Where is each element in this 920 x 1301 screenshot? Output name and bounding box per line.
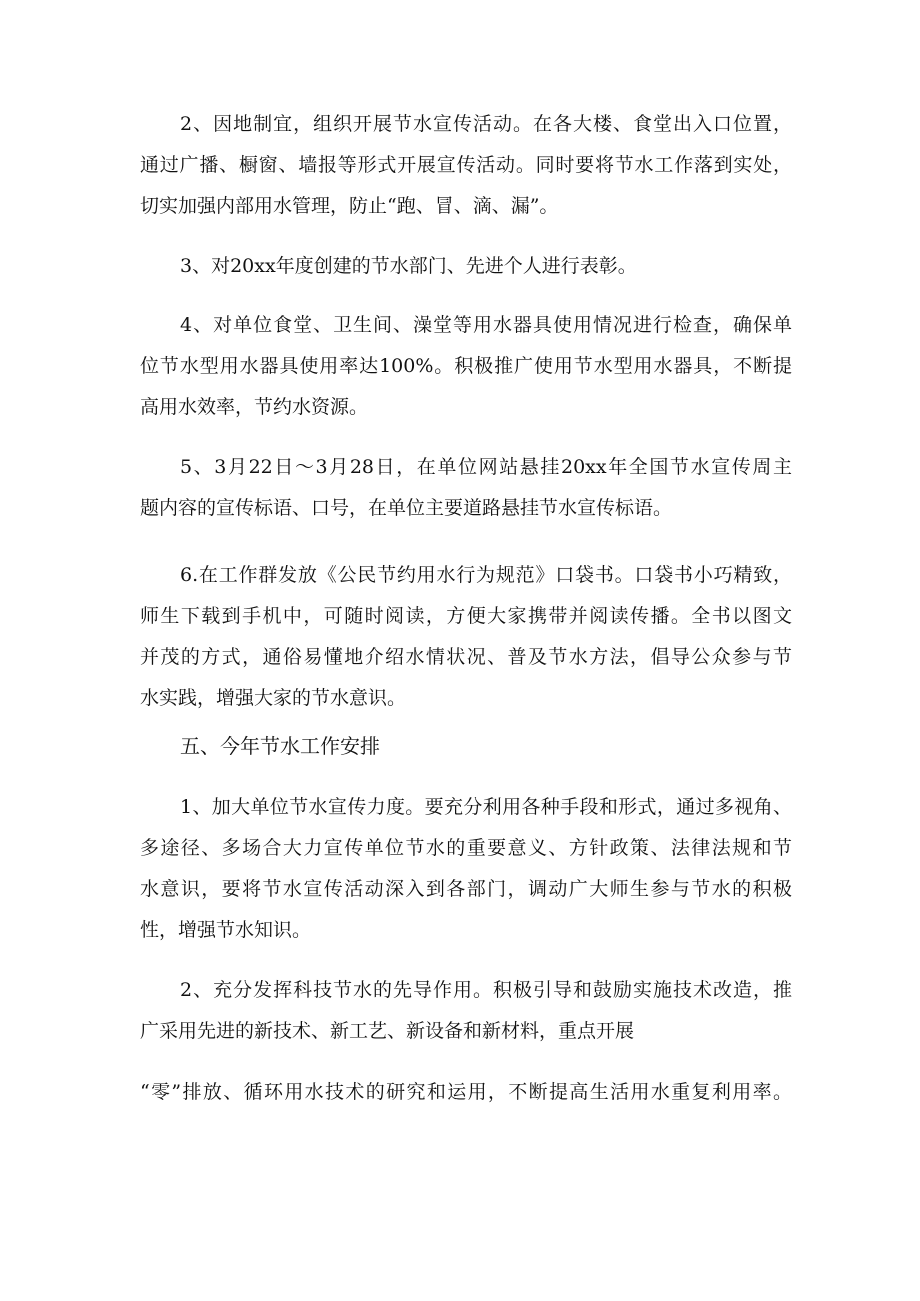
paragraph-line: 6.在工作群发放《公民节约用水行为规范》口袋书。口袋书小巧精致， (180, 564, 792, 586)
paragraph-line: 2、因地制宜，组织开展节水宣传活动。在各大楼、食堂出入口位置， (180, 113, 792, 135)
paragraph-line: 3、对20xx年度创建的节水部门、先进个人进行表彰。 (180, 255, 637, 277)
paragraph-line: 水实践，增强大家的节水意识。 (140, 687, 407, 709)
paragraph-line: 位节水型用水器具使用率达100%。积极推广使用节水型用水器具，不断提 (140, 355, 792, 377)
paragraph-line: 多途径、多场合大力宣传单位节水的重要意义、方针政策、法律法规和节 (140, 837, 792, 859)
paragraph-line: 5、3月22日～3月28日，在单位网站悬挂20xx年全国节水宣传周主 (180, 456, 792, 478)
paragraph-line: 广采用先进的新技术、新工艺、新设备和新材料，重点开展 (140, 1020, 635, 1042)
paragraph-line: 并茂的方式，通俗易懂地介绍水情状况、普及节水方法，倡导公众参与节 (140, 646, 792, 668)
paragraph-line: 切实加强内部用水管理，防止“跑、冒、滴、漏”。 (140, 195, 559, 217)
paragraph-line: 4、对单位食堂、卫生间、澡堂等用水器具使用情况进行检查，确保单 (180, 314, 792, 336)
paragraph-line: 1、加大单位节水宣传力度。要充分利用各种手段和形式，通过多视角、 (180, 796, 792, 818)
paragraph-line: “零”排放、循环用水技术的研究和运用，不断提高生活用水重复利用率。 (140, 1081, 792, 1103)
paragraph-line: 水意识，要将节水宣传活动深入到各部门，调动广大师生参与节水的积极 (140, 878, 792, 900)
paragraph-line: 性，增强节水知识。 (140, 919, 312, 941)
section-heading: 五、今年节水工作安排 (180, 734, 380, 758)
paragraph-line: 通过广播、橱窗、墙报等形式开展宣传活动。同时要将节水工作落到实处， (140, 154, 792, 176)
paragraph-line: 2、充分发挥科技节水的先导作用。积极引导和鼓励实施技术改造，推 (180, 979, 792, 1001)
paragraph-line: 高用水效率，节约水资源。 (140, 396, 369, 418)
paragraph-line: 题内容的宣传标语、口号，在单位主要道路悬挂节水宣传标语。 (140, 497, 673, 519)
paragraph-line: 师生下载到手机中，可随时阅读，方便大家携带并阅读传播。全书以图文 (140, 605, 792, 627)
